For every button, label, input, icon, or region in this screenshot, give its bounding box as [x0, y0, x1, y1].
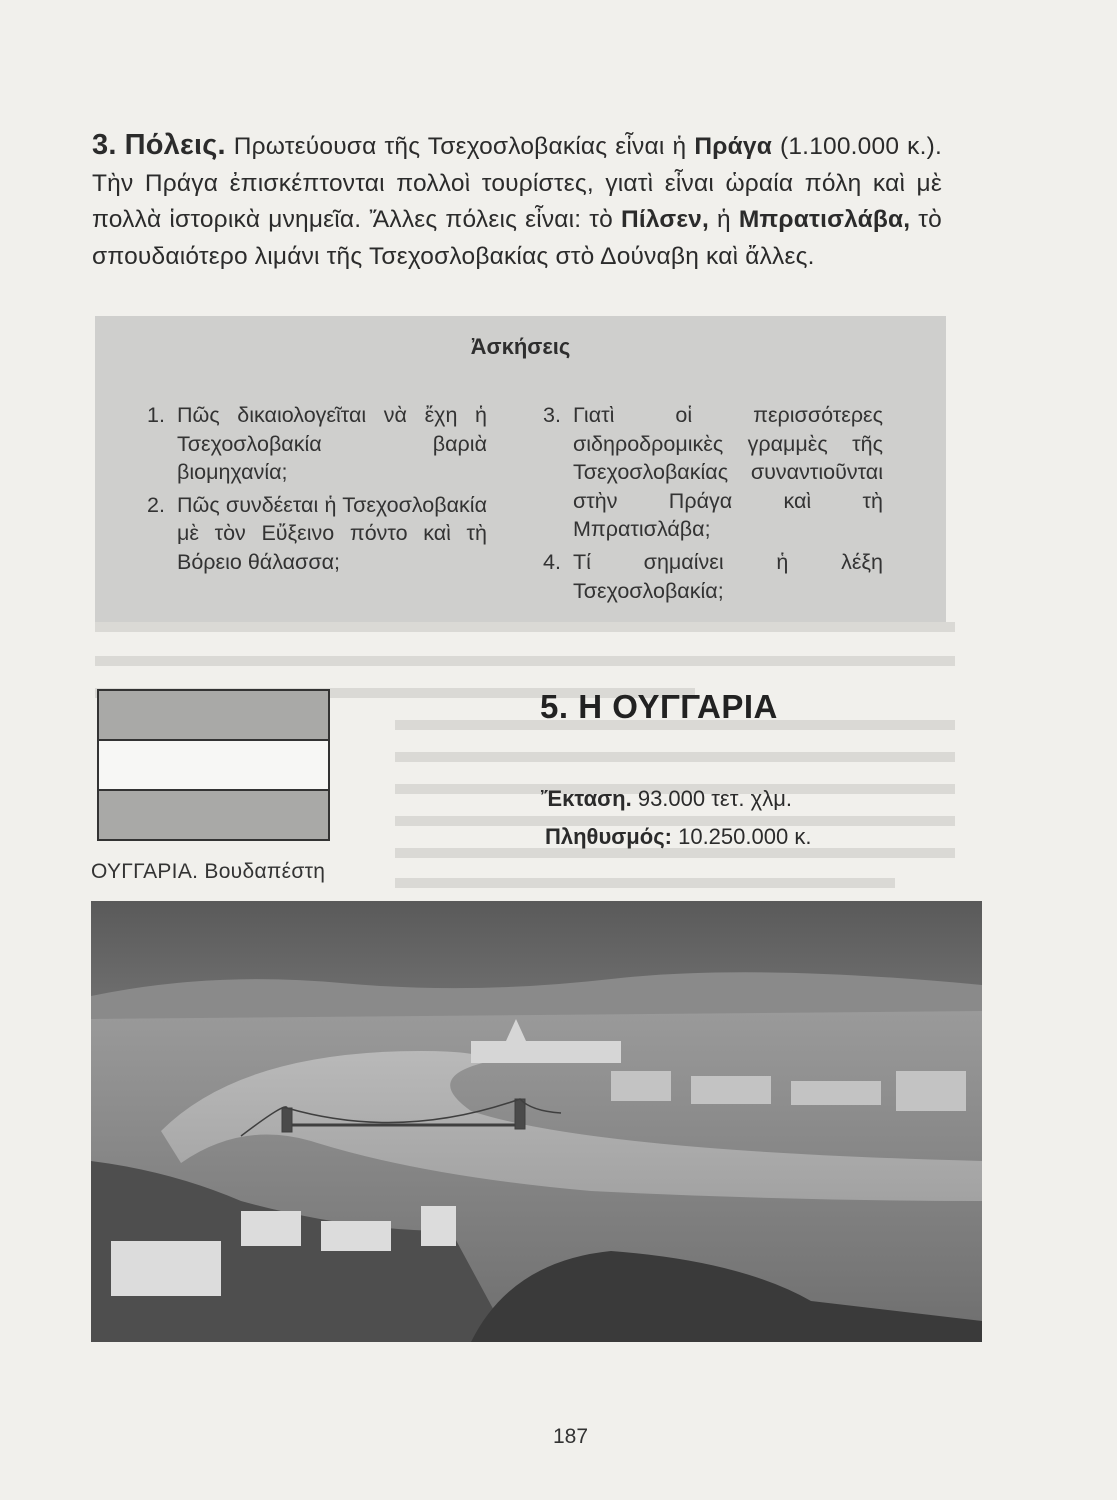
- flag-bottom-band: [99, 791, 328, 839]
- exercise-number: 4.: [543, 549, 561, 574]
- bratislava-term: Μπρατισλάβα,: [738, 206, 911, 233]
- area-value: 93.000 τετ. χλμ.: [631, 786, 792, 811]
- section-heading: Πόλεις.: [124, 129, 226, 161]
- population-row: [531, 818, 811, 856]
- cities-paragraph: [92, 127, 942, 275]
- exercise-text: Γιατὶ οἱ περισσότερες σιδηροδρομικὲς γραμμὲς τῆς Τσεχοσλοβακίας συναντιοῦνται στὴν Πράγα καὶ τὴ Μπρατισλάβα;: [573, 403, 883, 542]
- area-row: [531, 780, 811, 818]
- exercises-box: [95, 316, 946, 622]
- exercise-item: [543, 548, 883, 605]
- cities-text-4: τὸ σπουδαιότερο λιμάνι τῆς Τσεχοσλοβακίας στὸ Δούναβη καὶ ἄλλες.: [92, 206, 942, 270]
- hungary-heading: 5. Η ΟΥΓΓΑΡΙΑ: [540, 688, 778, 725]
- flag-caption: ΟΥΓΓΑΡΙΑ. Βουδαπέστη: [91, 860, 326, 883]
- cities-text-2: (1.100.000 κ.). Τὴν Πράγα ἐπισκέπτονται πολλοὶ τουρίστες, γιατὶ εἶναι ὡραία πόλη καὶ μὲ πολλὰ ἱστορικὰ μνημεῖα. Ἄλλες πόλεις εἶναι: τὸ: [92, 133, 942, 233]
- budapest-photo: [91, 901, 982, 1342]
- cities-text-3: ἡ: [709, 206, 739, 233]
- exercise-number: 3.: [543, 403, 561, 427]
- pilsen-term: Πίλσεν,: [620, 206, 710, 233]
- page-number: [0, 1425, 1117, 1449]
- hungary-flag: [97, 689, 330, 841]
- exercise-text: Τί σημαίνει ἡ λέξη Τσεχοσλοβακία;: [573, 549, 883, 603]
- exercise-text: Πῶς δικαιολογεῖται νὰ ἔχη ἡ Τσεχοσλοβακία βαριὰ βιομηχανία;: [177, 403, 487, 485]
- flag-top-band: [99, 691, 328, 741]
- exercise-number: 1.: [147, 403, 165, 427]
- section-number: 3.: [92, 129, 117, 161]
- exercises-left-column: [147, 401, 487, 581]
- flag-middle-band: [99, 741, 328, 791]
- exercise-item: [147, 491, 487, 577]
- exercise-item: [147, 401, 487, 487]
- exercises-right-column: [543, 401, 883, 609]
- hungary-facts: [531, 780, 811, 856]
- exercise-item: [543, 401, 883, 544]
- cities-text-1: Πρωτεύουσα τῆς Τσεχοσλοβακίας εἶναι ἡ: [225, 133, 695, 160]
- exercise-text: Πῶς συνδέεται ἡ Τσεχοσλοβακία μὲ τὸν Εὔξεινο πόντο καὶ τὴ Βόρειο θάλασσα;: [177, 492, 487, 574]
- exercise-number: 2.: [147, 492, 165, 517]
- exercises-title: Ἀσκήσεις: [470, 334, 571, 359]
- area-label: Ἔκταση.: [541, 786, 632, 811]
- page-number-text: 187: [552, 1425, 589, 1448]
- population-label: Πληθυσμός:: [545, 824, 672, 849]
- population-value: 10.250.000 κ.: [671, 824, 812, 849]
- prague-term: Πράγα: [694, 133, 772, 160]
